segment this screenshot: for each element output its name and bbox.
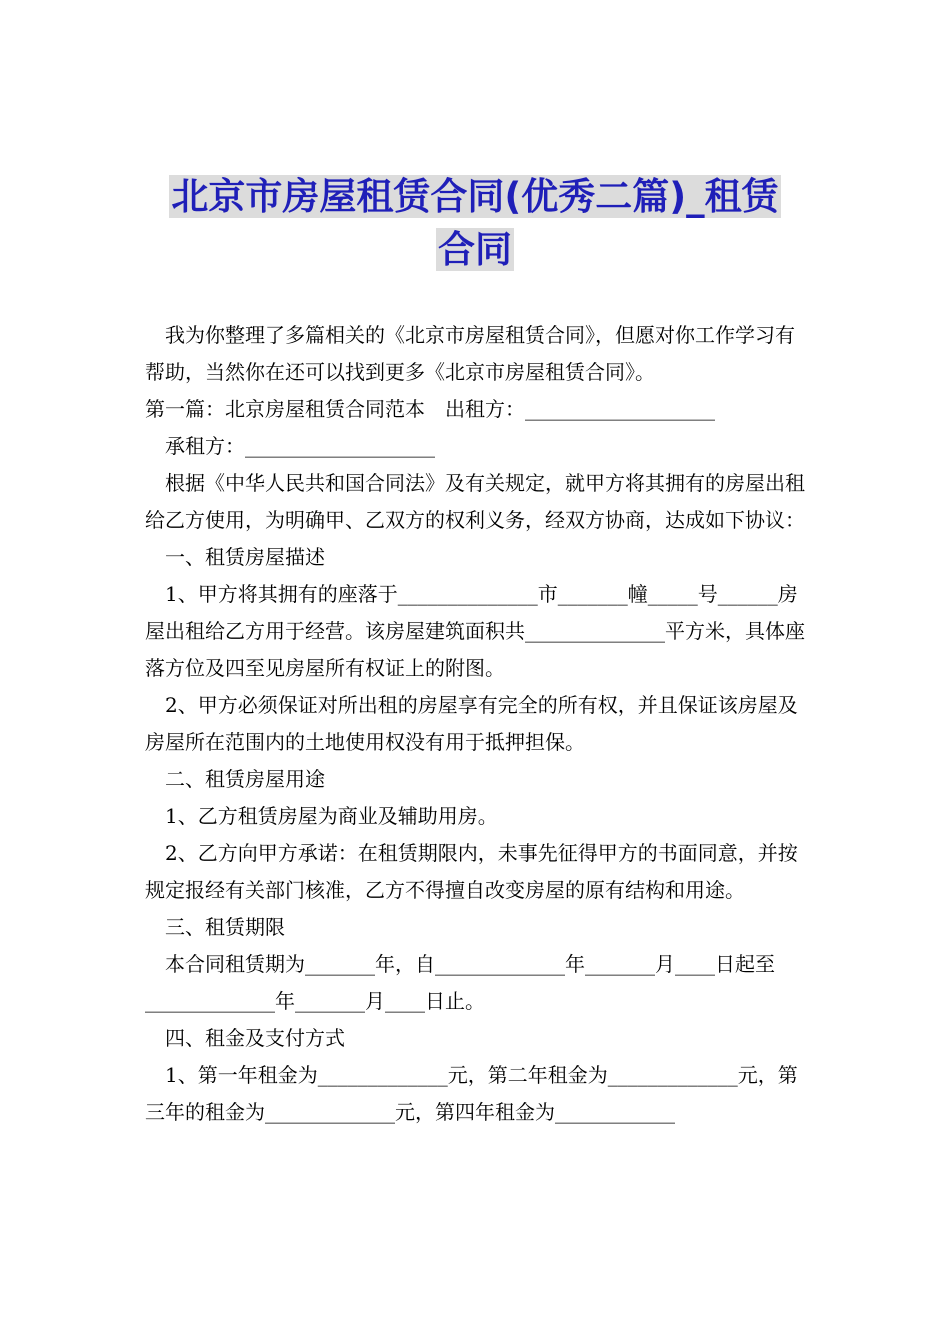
- clause-1-1: 1、甲方将其拥有的座落于______________市_______幢_____号______房屋出租给乙方用于经营。该房屋建筑面积共______________平方米，具体座落方位及四至见房屋所有权证上的附图。: [145, 582, 805, 680]
- preamble-paragraph: 根据《中华人民共和国合同法》及有关规定，就甲方将其拥有的房屋出租给乙方使用，为明确甲、乙双方的权利义务，经双方协商，达成如下协议：: [145, 471, 805, 532]
- section-heading-4: 四、租金及支付方式: [165, 1026, 345, 1050]
- section-heading-1: 一、租赁房屋描述: [165, 545, 325, 569]
- clause-3: 本合同租赁期为_______年，自_____________年_______月____日起至_____________年_______月____日止。: [145, 952, 775, 1013]
- document-title: [130, 170, 820, 276]
- title-line-1: 北京市房屋租赁合同(优秀二篇)_租赁: [171, 175, 779, 218]
- clause-2-2: 2、乙方向甲方承诺：在租赁期限内，未事先征得甲方的书面同意，并按规定报经有关部门核准，乙方不得擅自改变房屋的原有结构和用途。: [145, 841, 798, 902]
- clause-2-1: 1、乙方租赁房屋为商业及辅助用房。: [165, 804, 498, 828]
- clause-4-1: 1、第一年租金为_____________元，第二年租金为_____________元，第三年的租金为_____________元，第四年租金为____________: [145, 1063, 798, 1124]
- clause-1-2: 2、甲方必须保证对所出租的房屋享有完全的所有权，并且保证该房屋及房屋所在范围内的土地使用权没有用于抵押担保。: [145, 693, 798, 754]
- intro-paragraph: 我为你整理了多篇相关的《北京市房屋租赁合同》，但愿对你工作学习有帮助，当然你在还可以找到更多《北京市房屋租赁合同》。: [145, 323, 795, 384]
- section-heading-3: 三、租赁期限: [165, 915, 285, 939]
- lessee-line: 承租方：___________________: [165, 434, 435, 458]
- section-heading-2: 二、租赁房屋用途: [165, 767, 325, 791]
- title-line-2: 合同: [438, 228, 512, 271]
- first-article-heading: 第一篇：北京房屋租赁合同范本 出租方：___________________: [145, 397, 715, 421]
- document-body: [145, 317, 810, 1131]
